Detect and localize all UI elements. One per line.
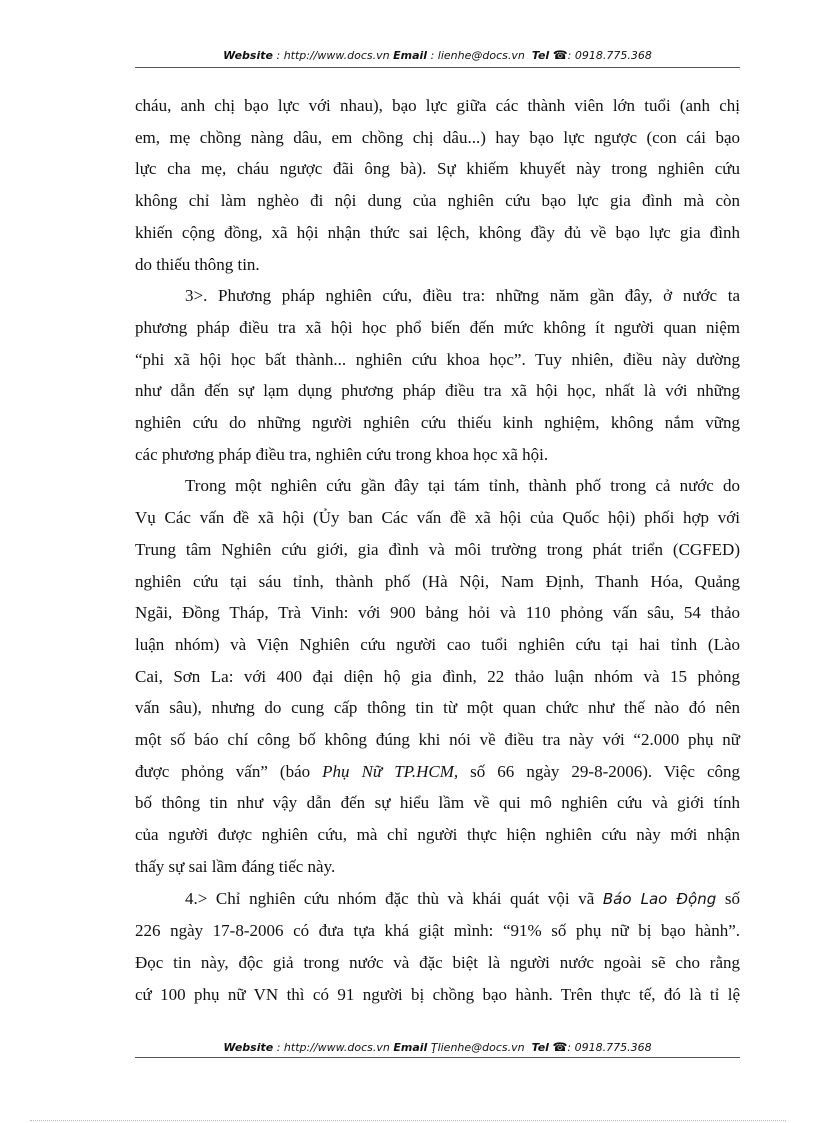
email-label: Email: [393, 49, 428, 62]
website-label: Website: [223, 49, 273, 62]
footer-rule: [135, 1057, 740, 1058]
text-line: các phương pháp điều tra, nghiên cứu trong khoa học xã hội.: [135, 444, 549, 464]
website-url[interactable]: http://www.docs.vn: [283, 49, 390, 62]
email-value[interactable]: lienhe@docs.vn: [437, 49, 525, 62]
tel-value: 0918.775.368: [574, 1041, 652, 1054]
text-line: lực cha mẹ, cháu ngược đãi ông bà). Sự khiếm khuyết này trong nghiên cứu: [135, 159, 740, 179]
newspaper-name: Phụ Nữ TP.HCM,: [322, 761, 459, 781]
text-line: 3>. Phương pháp nghiên cứu, điều tra: những năm gần đây, ở nước ta: [185, 286, 740, 306]
text-line: vấn sâu), nhưng do cung cấp thông tin từ một quan chức như thế nào đó nên: [135, 698, 740, 718]
text-line: Đọc tin này, độc giả trong nước và đặc biệt là người nước ngoài sẽ cho rằng: [135, 952, 740, 972]
text-line: thấy sự sai lầm đáng tiếc này.: [135, 856, 336, 876]
email-label: Email: [393, 1041, 428, 1054]
page-header: Website : http://www.docs.vn Email : lienhe@docs.vn Tel ☎: 0918.775.368: [223, 48, 652, 62]
text-line: do thiếu thông tin.: [135, 254, 260, 274]
email-value[interactable]: lienhe@docs.vn: [437, 1041, 525, 1054]
website-url[interactable]: http://www.docs.vn: [283, 1041, 390, 1054]
text-line: nghiên cứu tại sáu tỉnh, thành phố (Hà Nội, Nam Định, Thanh Hóa, Quảng: [135, 571, 740, 591]
phone-icon: ☎: [552, 1040, 568, 1054]
body-text: [135, 90, 740, 1010]
text-line: Vụ Các vấn đề xã hội (Ủy ban Các vấn đề xã hội của Quốc hội) phối hợp với: [135, 508, 740, 528]
text-line: cháu, anh chị bạo lực với nhau), bạo lực giữa các thành viên lớn tuổi (anh chị: [135, 96, 740, 115]
text-line: được phỏng vấn” (báo Phụ Nữ TP.HCM, số 66 ngày 29-8-2006). Việc công: [135, 761, 741, 781]
text-line: 226 ngày 17-8-2006 có đưa tựa khá giật mình: “91% số phụ nữ bị bạo hành”.: [135, 921, 740, 941]
text-line: của người được nghiên cứu, mà chỉ người thực hiện nghiên cứu này mới nhận: [135, 825, 740, 845]
text-line: một số báo chí công bố không đúng khi nói về điều tra này với “2.000 phụ nữ: [135, 730, 740, 750]
page-break-line: [30, 1120, 786, 1121]
text-line: Trung tâm Nghiên cứu giới, gia đình và môi trường trong phát triển (CGFED): [135, 539, 740, 559]
text-line: 4.> Chỉ nghiên cứu nhóm đặc thù và khái quát vội vã Báo Lao Động số: [185, 888, 740, 908]
tel-label: Tel: [531, 1041, 549, 1054]
text-line: Ngãi, Đồng Tháp, Trà Vinh: với 900 bảng hỏi và 110 phỏng vấn sâu, 54 thảo: [135, 603, 740, 623]
text-line: như dẫn đến sự lạm dụng phương pháp điều tra xã hội học, nhất là với những: [135, 381, 740, 401]
text-line: nghiên cứu do những người nghiên cứu thiếu kinh nghiệm, không nắm vững: [135, 413, 740, 433]
text-line: không chỉ làm nghèo đi nội dung của nghiên cứu bạo lực gia đình mà còn: [135, 191, 740, 211]
text-line: Cai, Sơn La: với 400 đại diện hộ gia đình, 22 thảo luận nhóm và 15 phỏng: [135, 666, 740, 686]
text-line: cứ 100 phụ nữ VN thì có 91 người bị chồng bạo hành. Trên thực tế, đó là tỉ lệ: [135, 984, 740, 1004]
newspaper-name: Báo Lao Động: [602, 889, 717, 908]
text-line: bố thông tin như vậy dẫn đến sự hiểu lầm về qui mô nghiên cứu và giới tính: [135, 793, 740, 813]
text-line: em, mẹ chồng nàng dâu, em chồng chị dâu...) hay bạo lực ngược (con cái bạo: [135, 127, 740, 147]
text-line: luận nhóm) và Viện Nghiên cứu người cao tuổi nghiên cứu tại hai tỉnh (Lào: [135, 634, 740, 654]
header-rule: [135, 67, 740, 68]
page-footer: Website : http://www.docs.vn Email Ţlienhe@docs.vn Tel ☎: 0918.775.368: [223, 1040, 652, 1054]
text-line: Trong một nghiên cứu gần đây tại tám tỉnh, thành phố trong cả nước do: [185, 476, 740, 496]
tel-value: 0918.775.368: [574, 49, 652, 62]
text-line: phương pháp điều tra xã hội học phổ biến đến mức không ít người quan niệm: [135, 317, 740, 337]
text-line: “phi xã hội học bất thành... nghiên cứu khoa học”. Tuy nhiên, điều này dường: [135, 349, 740, 369]
website-label: Website: [223, 1041, 274, 1054]
phone-icon: ☎: [552, 48, 568, 62]
text-line: khiến cộng đồng, xã hội nhận thức sai lệch, không đầy đủ về bạo lực gia đình: [135, 222, 740, 242]
tel-label: Tel: [531, 49, 550, 62]
